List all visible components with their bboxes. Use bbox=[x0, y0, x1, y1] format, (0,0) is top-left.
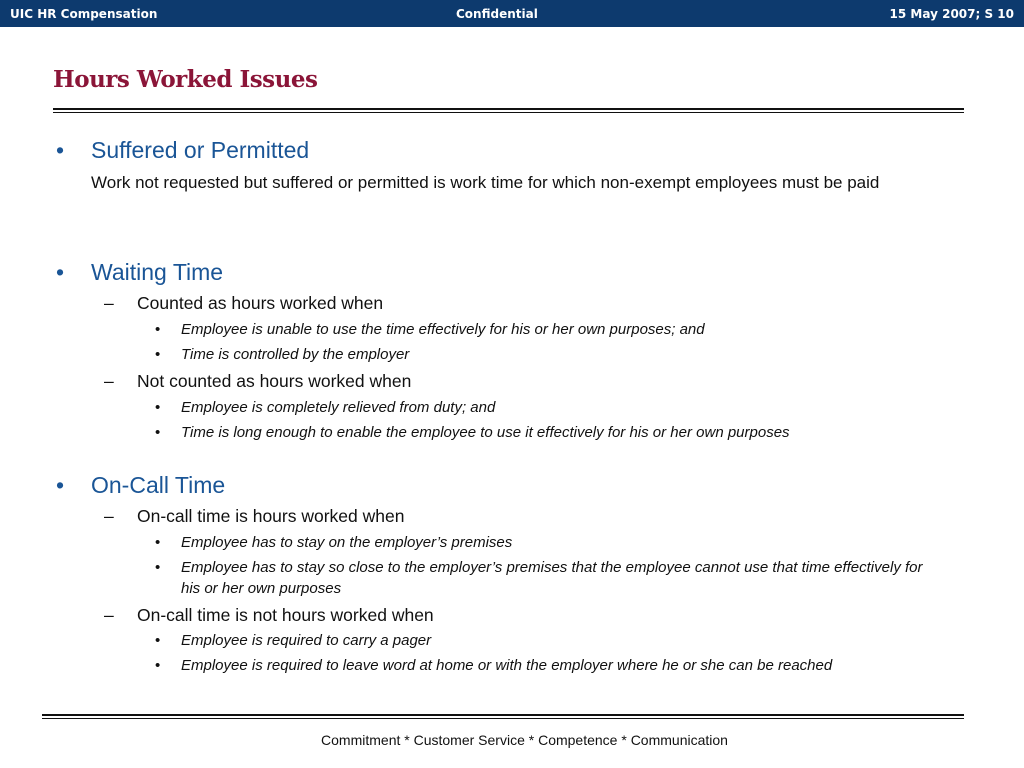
section-heading bbox=[56, 137, 310, 164]
list-item-text: Counted as hours worked when bbox=[137, 293, 384, 313]
bullet-icon: • bbox=[56, 137, 65, 163]
header-left-text: UIC HR Compensation bbox=[10, 7, 158, 21]
bullet-icon: • bbox=[155, 399, 161, 416]
dash-icon: – bbox=[104, 371, 114, 391]
sub-list-item bbox=[155, 397, 961, 418]
header-center-text: Confidential bbox=[456, 7, 538, 21]
sub-list-item bbox=[155, 557, 941, 599]
sub-list-item-text: Employee is required to leave word at home or with the employer where he or she can be reached bbox=[181, 657, 833, 674]
list-item bbox=[104, 506, 405, 527]
list-item bbox=[104, 605, 434, 626]
dash-icon: – bbox=[104, 293, 114, 313]
bullet-icon: • bbox=[155, 346, 161, 363]
sub-list-item bbox=[155, 532, 961, 553]
bullet-icon: • bbox=[155, 424, 161, 441]
sub-list-item-text: Employee is unable to use the time effectively for his or her own purposes; and bbox=[181, 321, 705, 338]
bullet-icon: • bbox=[56, 259, 65, 285]
sub-list-item bbox=[155, 344, 961, 365]
header-bar bbox=[0, 0, 1024, 27]
list-item bbox=[104, 371, 412, 392]
sub-list-item-text: Employee is required to carry a pager bbox=[181, 632, 432, 649]
footer-text: Commitment * Customer Service * Competence * Communication bbox=[321, 732, 728, 748]
bullet-icon: • bbox=[56, 472, 65, 498]
sub-list-item-text: Time is controlled by the employer bbox=[181, 346, 410, 363]
sub-list-item-text: Employee has to stay on the employer’s premises bbox=[181, 534, 513, 551]
section-heading bbox=[56, 472, 226, 499]
slide-title: Hours Worked Issues bbox=[53, 66, 318, 93]
sub-list-item bbox=[155, 422, 961, 443]
bullet-icon: • bbox=[155, 534, 161, 551]
section-heading bbox=[56, 259, 224, 286]
list-item-text: On-call time is not hours worked when bbox=[137, 605, 434, 625]
title-divider bbox=[53, 108, 964, 113]
list-item-text: Not counted as hours worked when bbox=[137, 371, 412, 391]
dash-icon: – bbox=[104, 605, 114, 625]
section-heading-text: On-Call Time bbox=[91, 472, 226, 498]
sub-list-item bbox=[155, 319, 961, 340]
sub-list-item bbox=[155, 655, 961, 676]
section-heading-text: Suffered or Permitted bbox=[91, 137, 310, 163]
section-heading-text: Waiting Time bbox=[91, 259, 224, 285]
sub-list-item-text: Employee has to stay so close to the employer’s premises that the employee cannot use that time effectively for his or her own purposes bbox=[181, 559, 923, 597]
dash-icon: – bbox=[104, 506, 114, 526]
bullet-icon: • bbox=[155, 559, 161, 576]
sub-list-item-text: Employee is completely relieved from duty; and bbox=[181, 399, 496, 416]
footer-divider bbox=[42, 714, 964, 719]
list-item-text: On-call time is hours worked when bbox=[137, 506, 405, 526]
bullet-icon: • bbox=[155, 632, 161, 649]
section-paragraph: Work not requested but suffered or permitted is work time for which non-exempt employees must be paid bbox=[91, 173, 880, 192]
header-right-text: 15 May 2007; S 10 bbox=[889, 7, 1014, 21]
sub-list-item-text: Time is long enough to enable the employee to use it effectively for his or her own purposes bbox=[181, 424, 790, 441]
bullet-icon: • bbox=[155, 321, 161, 338]
bullet-icon: • bbox=[155, 657, 161, 674]
list-item bbox=[104, 293, 384, 314]
sub-list-item bbox=[155, 630, 961, 651]
